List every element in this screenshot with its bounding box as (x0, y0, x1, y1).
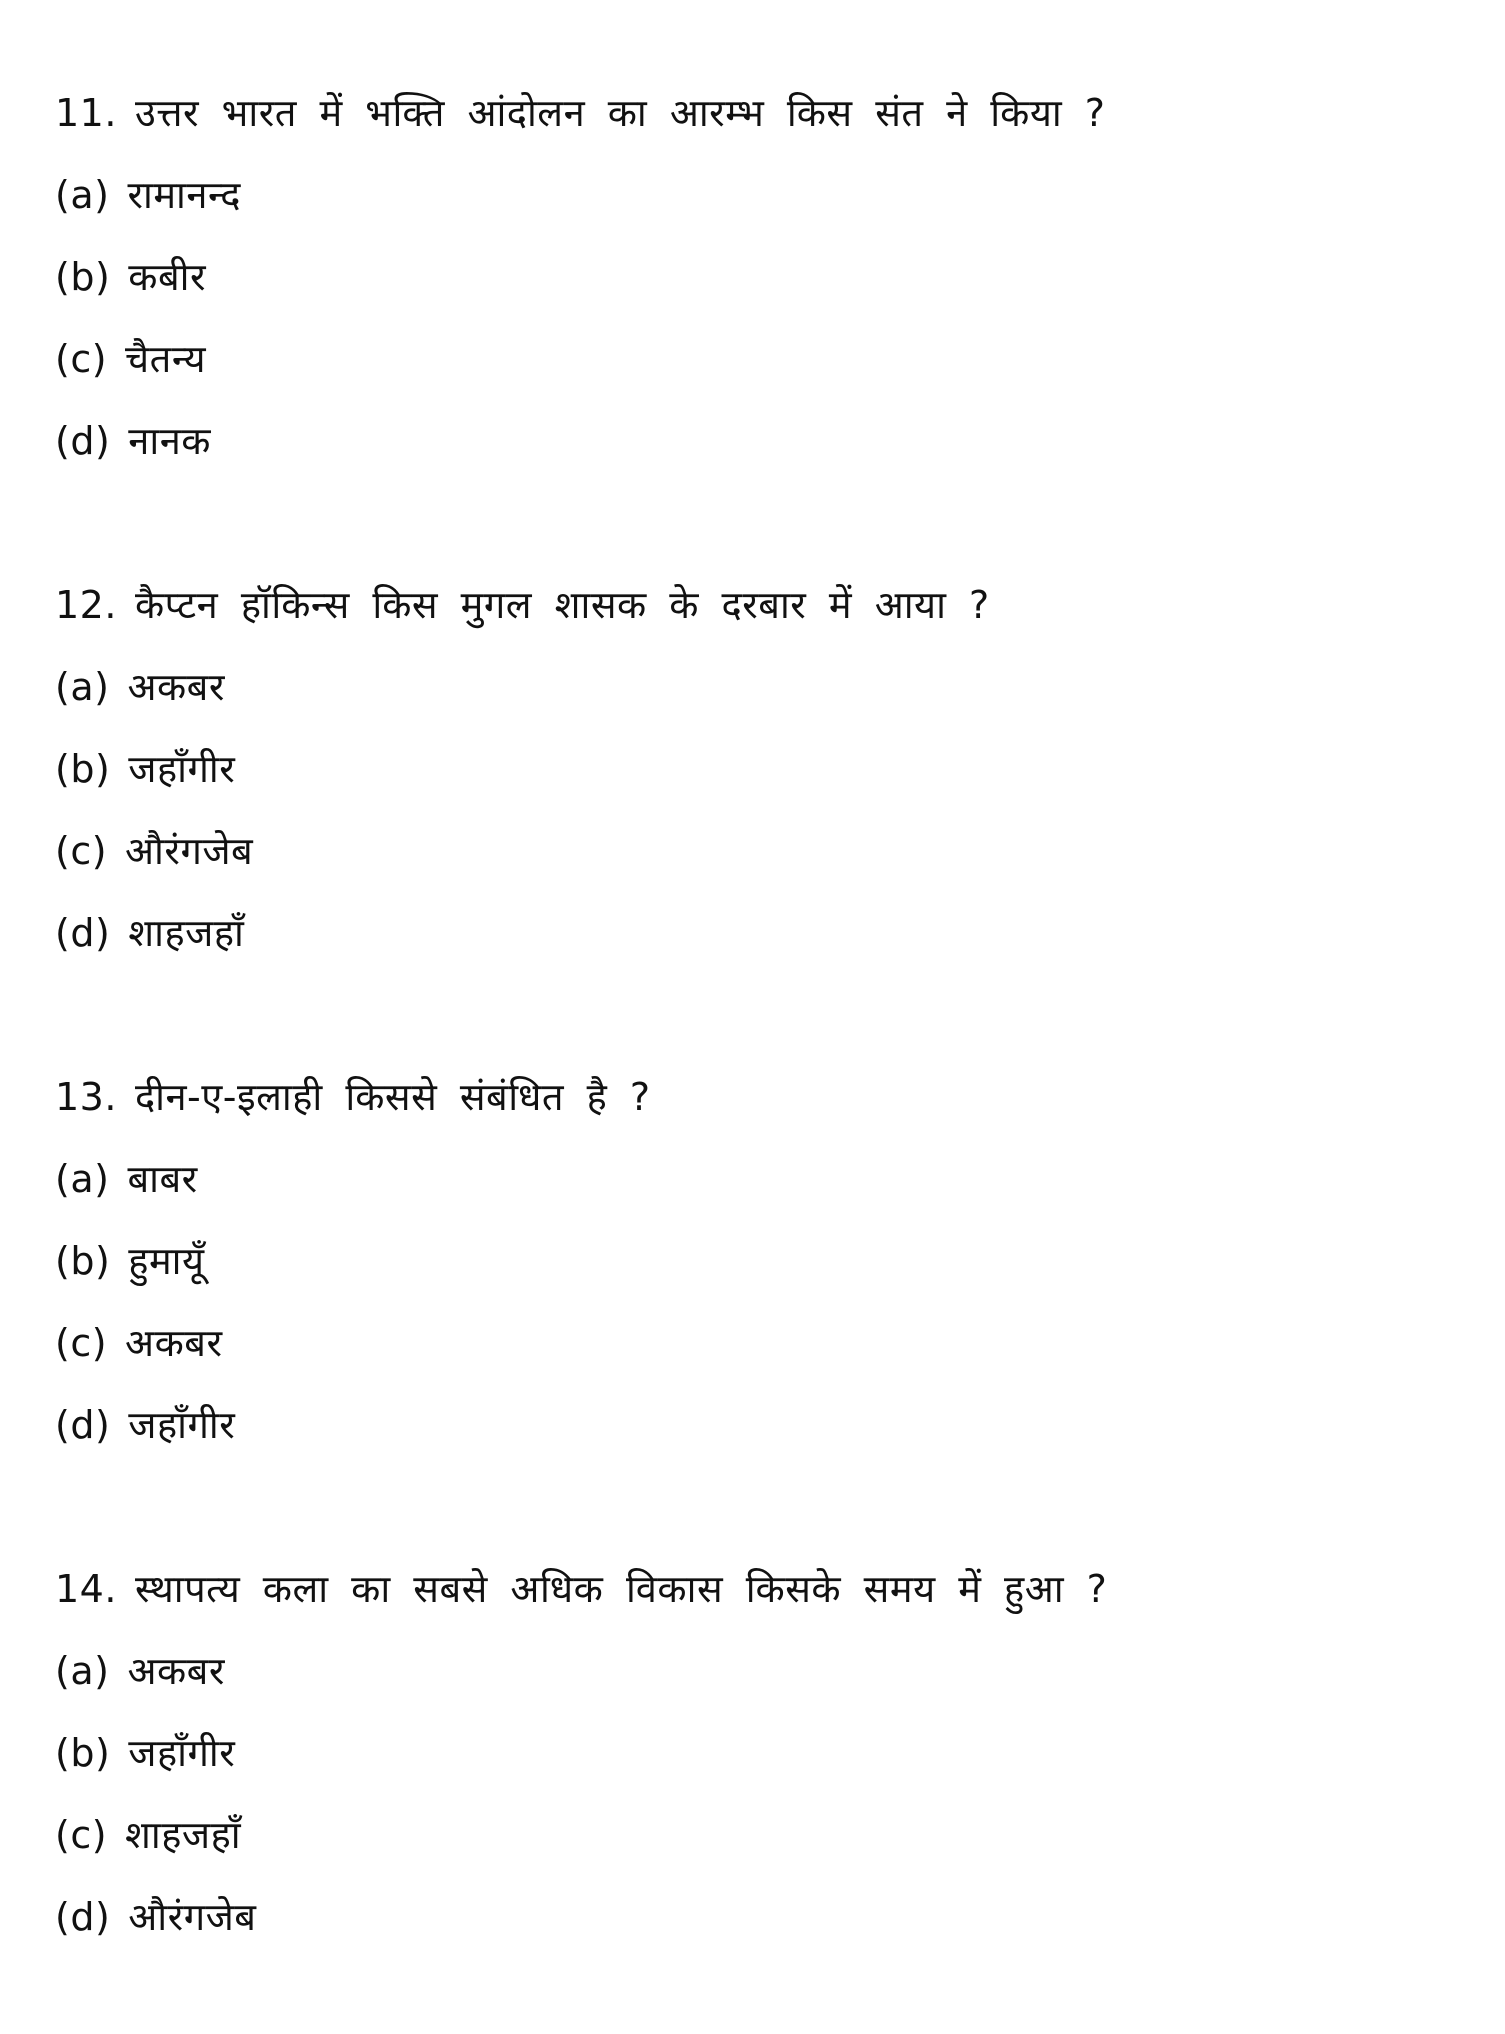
option-letter: (b) (55, 1731, 111, 1775)
question-14 (55, 1548, 1505, 1958)
question-text: स्थापत्य कला का सबसे अधिक विकास किसके समय में हुआ ? (134, 1567, 1108, 1611)
option-letter: (c) (55, 337, 108, 381)
option-text: रामानन्द (127, 173, 241, 217)
question-number: 13. (55, 1075, 117, 1119)
option-text: हुमायूँ (128, 1239, 205, 1283)
option-letter: (d) (55, 419, 111, 463)
question-13 (55, 1056, 1505, 1466)
option-letter: (b) (55, 747, 111, 791)
option-text: अकबर (127, 1649, 225, 1693)
option-letter: (d) (55, 1895, 111, 1939)
question-text: कैप्टन हॉकिन्स किस मुगल शासक के दरबार में आया ? (134, 583, 990, 627)
question-line (55, 1548, 1505, 1630)
option-a (55, 1630, 1505, 1712)
option-text: जहाँगीर (128, 1403, 236, 1447)
option-letter: (a) (55, 1157, 110, 1201)
option-c (55, 1302, 1505, 1384)
option-text: औरंगजेब (125, 829, 254, 873)
question-line (55, 564, 1505, 646)
option-text: अकबर (125, 1321, 223, 1365)
option-letter: (c) (55, 1321, 108, 1365)
question-line (55, 1056, 1505, 1138)
option-d (55, 400, 1505, 482)
question-line (55, 72, 1505, 154)
option-d (55, 892, 1505, 974)
option-d (55, 1876, 1505, 1958)
option-a (55, 154, 1505, 236)
option-b (55, 728, 1505, 810)
question-number: 11. (55, 91, 117, 135)
option-b (55, 236, 1505, 318)
option-text: बाबर (127, 1157, 198, 1201)
question-text: उत्तर भारत में भक्ति आंदोलन का आरम्भ किस संत ने किया ? (134, 91, 1106, 135)
option-text: अकबर (127, 665, 225, 709)
question-text: दीन-ए-इलाही किससे संबंधित है ? (134, 1075, 651, 1119)
option-text: शाहजहाँ (125, 1813, 242, 1857)
option-text: जहाँगीर (128, 747, 236, 791)
option-a (55, 646, 1505, 728)
option-text: शाहजहाँ (128, 911, 245, 955)
question-11 (55, 72, 1505, 482)
option-letter: (a) (55, 173, 110, 217)
option-letter: (b) (55, 1239, 111, 1283)
option-d (55, 1384, 1505, 1466)
option-text: कबीर (128, 255, 207, 299)
option-b (55, 1712, 1505, 1794)
option-letter: (a) (55, 665, 110, 709)
option-letter: (b) (55, 255, 111, 299)
option-c (55, 318, 1505, 400)
option-b (55, 1220, 1505, 1302)
option-letter: (a) (55, 1649, 110, 1693)
option-letter: (c) (55, 829, 108, 873)
option-letter: (d) (55, 1403, 111, 1447)
option-c (55, 1794, 1505, 1876)
question-12 (55, 564, 1505, 974)
option-text: चैतन्य (125, 337, 207, 381)
option-text: जहाँगीर (128, 1731, 236, 1775)
question-number: 12. (55, 583, 117, 627)
option-text: औरंगजेब (128, 1895, 257, 1939)
option-a (55, 1138, 1505, 1220)
option-text: नानक (128, 419, 211, 463)
option-letter: (c) (55, 1813, 108, 1857)
question-number: 14. (55, 1567, 117, 1611)
option-letter: (d) (55, 911, 111, 955)
option-c (55, 810, 1505, 892)
